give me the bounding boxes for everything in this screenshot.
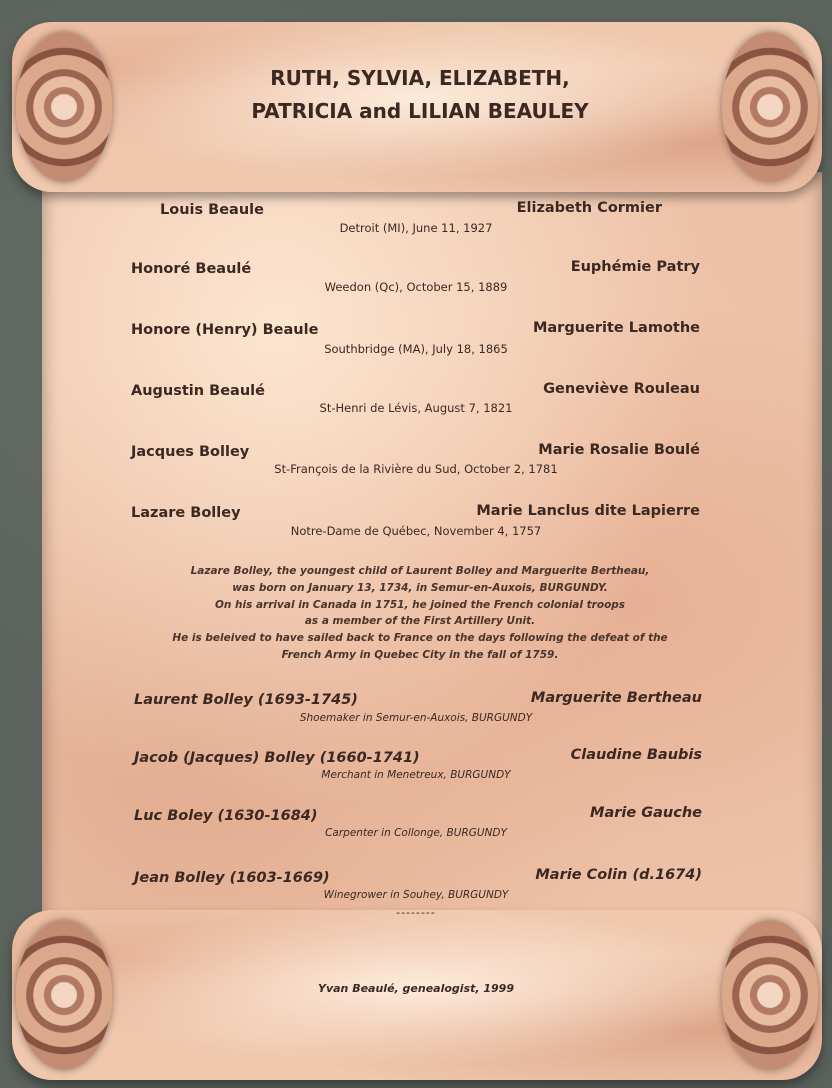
wife-name: Marie Colin (d.1674) <box>535 867 702 883</box>
wife-name: Geneviève Rouleau <box>543 381 700 397</box>
husband-name: Jacques Bolley <box>131 444 250 460</box>
wife-name: Marie Gauche <box>590 805 702 821</box>
title-line-1: RUTH, SYLVIA, ELIZABETH, <box>270 66 570 90</box>
marriage-place-date: Weedon (Qc), October 15, 1889 <box>324 280 508 294</box>
occupation-place: Merchant in Menetreux, BURGUNDY <box>321 769 511 781</box>
genealogist-signature: Yvan Beaulé, genealogist, 1999 <box>317 982 514 995</box>
page-title <box>140 62 700 128</box>
biography-line: as a member of the First Artillery Unit. <box>304 615 536 628</box>
husband-name: Honore (Henry) Beaule <box>131 322 319 338</box>
husband-name: Augustin Beaulé <box>131 383 265 399</box>
biography-note <box>130 563 710 664</box>
wife-name: Marguerite Lamothe <box>532 320 700 336</box>
wife-name: Elizabeth Cormier <box>516 200 662 216</box>
biography-line: On his arrival in Canada in 1751, he joined the French colonial troops <box>214 598 626 611</box>
biography-line: Lazare Bolley, the youngest child of Laurent Bolley and Marguerite Bertheau, <box>190 565 650 577</box>
husband-name-dates: Luc Boley (1630-1684) <box>134 808 318 824</box>
marriage-place-date: Southbridge (MA), July 18, 1865 <box>324 342 508 356</box>
husband-name: Lazare Bolley <box>131 505 241 521</box>
husband-name: Louis Beaule <box>160 202 264 218</box>
biography-line: French Army in Quebec City in the fall of 1759. <box>281 648 559 661</box>
wife-name: Claudine Baubis <box>570 747 702 763</box>
wife-name: Euphémie Patry <box>570 259 700 275</box>
husband-name-dates: Laurent Bolley (1693-1745) <box>134 692 358 708</box>
marriage-place-date: Notre-Dame de Québec, November 4, 1757 <box>290 524 542 538</box>
marriage-place-date: St-Henri de Lévis, August 7, 1821 <box>319 401 513 415</box>
occupation-place: Carpenter in Collonge, BURGUNDY <box>325 827 507 839</box>
title-line-2: PATRICIA and LILIAN BEAULEY <box>251 99 589 123</box>
wife-name: Marie Rosalie Boulé <box>538 442 700 458</box>
occupation-place: Winegrower in Souhey, BURGUNDY <box>323 889 509 901</box>
husband-name-dates: Jean Bolley (1603-1669) <box>134 870 330 886</box>
husband-name-dates: Jacob (Jacques) Bolley (1660-1741) <box>134 750 420 766</box>
husband-name: Honoré Beaulé <box>131 261 252 277</box>
marriage-place-date: St-François de la Rivière du Sud, October 2, 1781 <box>274 462 558 476</box>
biography-line: He is beleived to have sailed back to France on the days following the defeat of the <box>172 632 668 645</box>
biography-line: was born on January 13, 1734, in Semur-en-Auxois, BURGUNDY. <box>232 581 608 594</box>
wife-name: Marguerite Bertheau <box>530 690 702 706</box>
wife-name: Marie Lanclus dite Lapierre <box>476 503 700 519</box>
separator-dashes: -------- <box>396 906 436 919</box>
occupation-place: Shoemaker in Semur-en-Auxois, BURGUNDY <box>299 712 533 724</box>
marriage-place-date: Detroit (MI), June 11, 1927 <box>339 221 493 235</box>
